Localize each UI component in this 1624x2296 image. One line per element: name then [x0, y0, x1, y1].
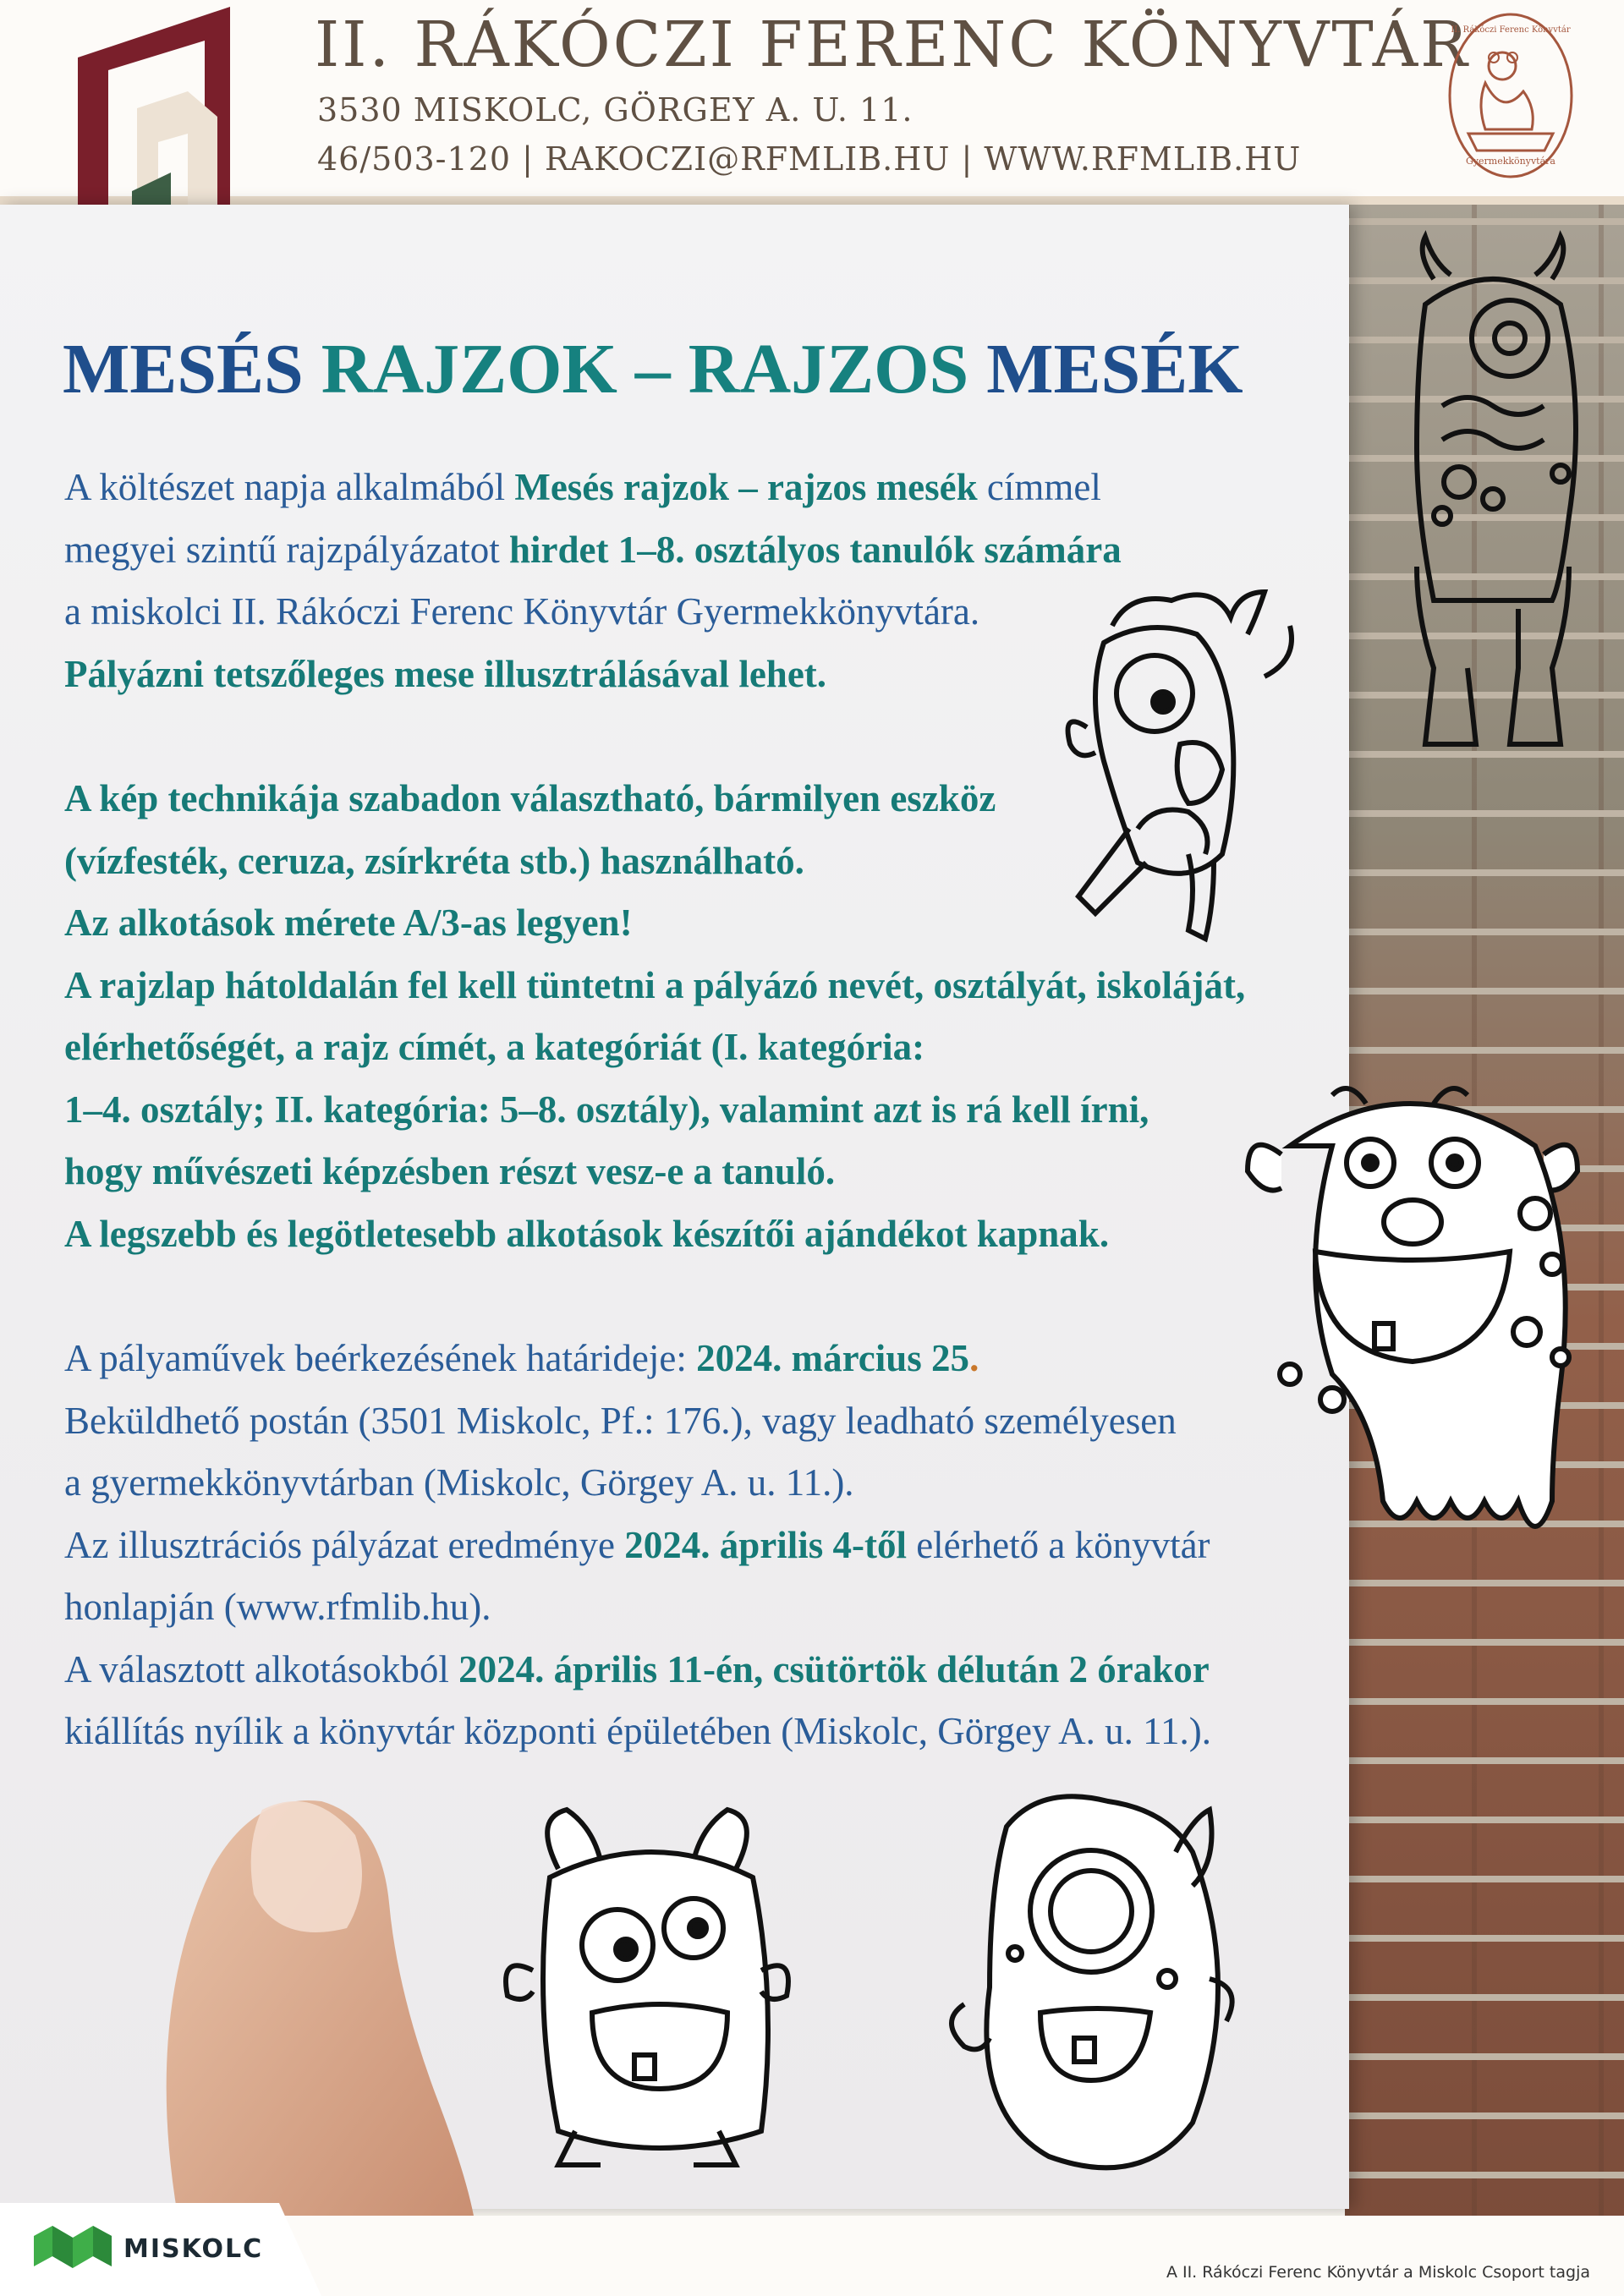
details-paragraph — [64, 1328, 1333, 1763]
title-word-3: MESÉK — [986, 330, 1243, 408]
deadline-line: A pályaművek beérkezésének határideje: 2024. március 25. — [64, 1337, 979, 1379]
miskolc-brand: MISKOLC — [123, 2234, 264, 2264]
rule-line: (vízfesték, ceruza, zsírkréta stb.) használható. — [64, 839, 804, 882]
holding-finger-image — [127, 1776, 491, 2216]
detail-line: kiállítás nyílik a könyvtár központi épületében (Miskolc, Görgey A. u. 11.). — [64, 1710, 1211, 1752]
title-word-2: RAJZOK – RAJZOS — [321, 330, 969, 408]
seal-bottom-text: Gyermekkönyvtára — [1466, 156, 1555, 167]
childrens-library-seal — [1443, 7, 1578, 184]
intro-line-4: Pályázni tetszőleges mese illusztrálásával lehet. — [64, 652, 827, 695]
seal-top-text: II. Rákóczi Ferenc Könyvtár — [1451, 25, 1571, 35]
smiling-monster-illustration — [1231, 1078, 1594, 1560]
dancing-monster-illustration — [1062, 575, 1315, 947]
rule-line: hogy művészeti képzésben részt vesz-e a tanuló. — [64, 1150, 836, 1192]
rule-line: 1–4. osztály; II. kategória: 5–8. osztály), valamint azt is rá kell írni, — [64, 1088, 1149, 1131]
title-word-1: MESÉS — [63, 330, 304, 408]
poster-title — [63, 328, 1243, 410]
footer-note: A II. Rákóczi Ferenc Könyvtár a Miskolc Csoport tagja — [1166, 2263, 1590, 2282]
miskolc-logo-icon — [34, 2224, 112, 2275]
detail-line: honlapján (www.rfmlib.hu). — [64, 1586, 491, 1628]
rule-line: elérhetőségét, a rajz címét, a kategóriát (I. kategória: — [64, 1026, 925, 1068]
results-line: Az illusztrációs pályázat eredménye 2024. április 4-től elérhető a könyvtár — [64, 1523, 1210, 1566]
tall-monster-illustration — [1383, 228, 1603, 770]
exhibition-line: A választott alkotásokból 2024. április 11-én, csütörtök délután 2 órakor — [64, 1647, 1210, 1690]
library-contact: 46/503-120 | RAKOCZI@RFMLIB.HU | WWW.RFMLIB.HU — [317, 140, 1302, 178]
one-eyed-monster-illustration — [930, 1784, 1252, 2173]
rule-line: A rajzlap hátoldalán fel kell tüntetni a pályázó nevét, osztályát, iskoláját, — [64, 963, 1246, 1006]
detail-line: Beküldhető postán (3501 Miskolc, Pf.: 176.), vagy leadható személyesen — [64, 1399, 1177, 1442]
rule-line: A kép technikája szabadon választható, bármilyen eszköz — [64, 777, 996, 819]
library-address: 3530 MISKOLC, GÖRGEY A. U. 11. — [317, 91, 914, 129]
rule-line: Az alkotások mérete A/3-as legyen! — [64, 901, 633, 944]
detail-line: a gyermekkönyvtárban (Miskolc, Görgey A. u. 11.). — [64, 1461, 854, 1504]
library-name: II. RÁKÓCZI FERENC KÖNYVTÁR — [315, 8, 1470, 81]
rule-line: A legszebb és legötletesebb alkotások készítői ajándékot kapnak. — [64, 1212, 1110, 1255]
intro-line-2: megyei szintű rajzpályázatot hirdet 1–8. osztályos tanulók számára — [64, 528, 1122, 571]
intro-line-3: a miskolci II. Rákóczi Ferenc Könyvtár Gyermekkönyvtára. — [64, 590, 980, 633]
horned-monster-illustration — [491, 1801, 820, 2173]
intro-line-1: A költészet napja alkalmából Mesés rajzok – rajzos mesék címmel — [64, 466, 1101, 508]
